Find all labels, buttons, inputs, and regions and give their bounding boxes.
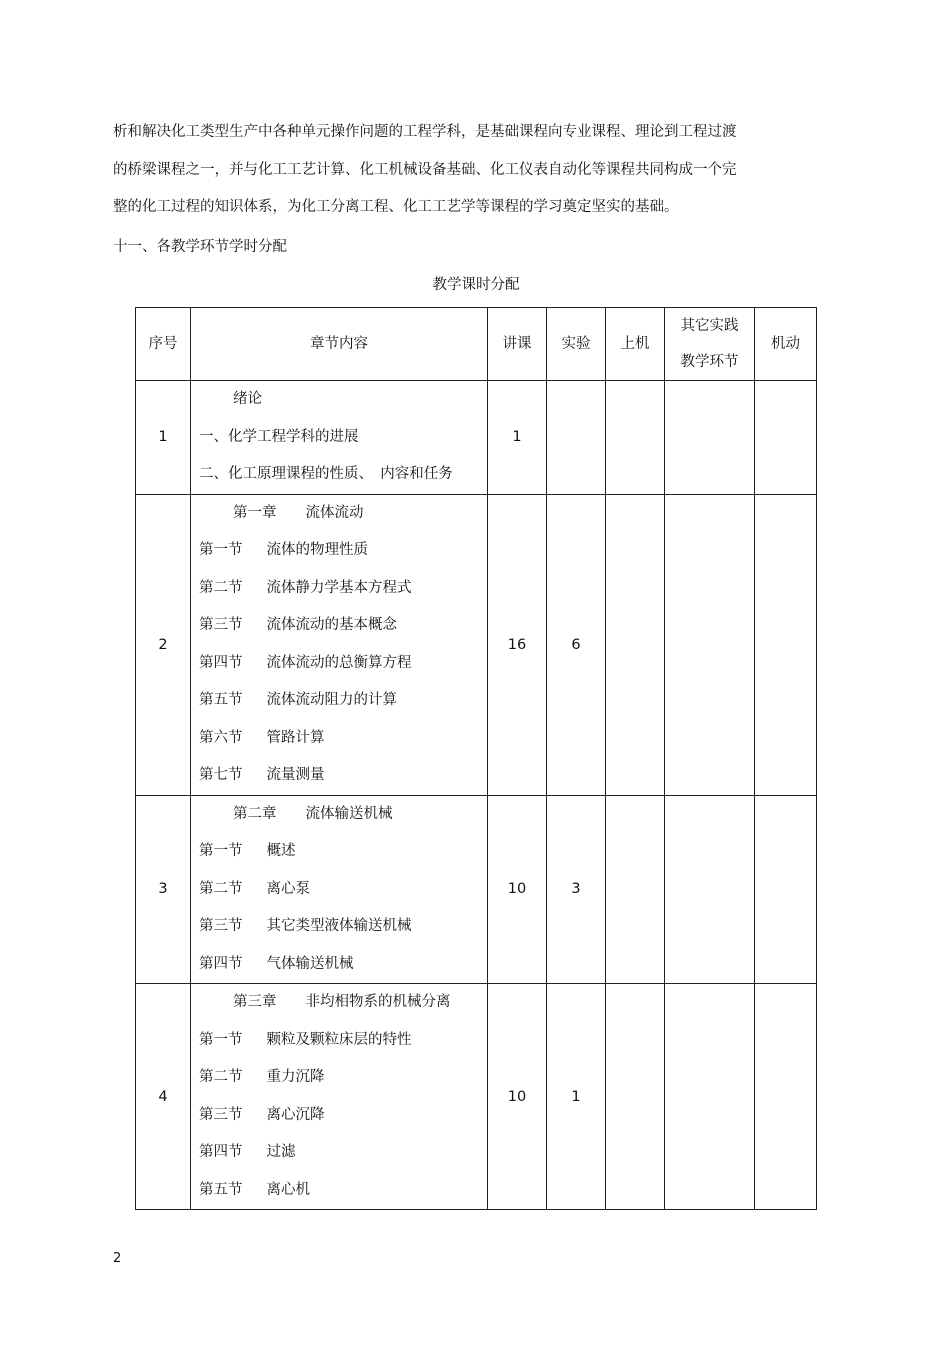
section-number: 第一节: [199, 843, 243, 859]
section-line: [191, 1022, 487, 1060]
chapter-title: 第三章 非均相物系的机械分离: [233, 994, 451, 1010]
cell-content: [191, 381, 488, 495]
cell-content: [191, 984, 488, 1210]
header-flexible: 机动: [755, 308, 817, 381]
cell-experiment: [547, 381, 606, 495]
section-number: 第一节: [199, 1031, 243, 1048]
section-number: 第二节: [199, 1069, 243, 1085]
cell-computer: [606, 494, 665, 795]
section-line: [191, 570, 487, 608]
header-content: 章节内容: [191, 308, 488, 381]
header-experiment: 实验: [547, 308, 606, 381]
section-number: 第三节: [199, 617, 243, 633]
cell-flexible: [755, 494, 817, 795]
cell-computer: [606, 984, 665, 1210]
section-number: 第四节: [199, 1144, 243, 1160]
section-name: 流体静力学基本方程式: [266, 579, 412, 596]
hours-table: [135, 307, 817, 1210]
cell-experiment: 3: [547, 795, 606, 984]
table-row: [136, 795, 817, 984]
section-number: 第五节: [199, 1181, 243, 1198]
section-name: 其它类型液体输送机械: [266, 918, 412, 934]
section-number: 第五节: [199, 692, 243, 708]
section-line: [191, 532, 487, 570]
section-number: 二、: [199, 466, 228, 482]
cell-lecture: 10: [488, 795, 547, 984]
page-number: 2: [113, 1251, 122, 1266]
header-computer: 上机: [606, 308, 665, 381]
cell-content: [191, 795, 488, 984]
section-name: 化学工程学科的进展: [228, 428, 359, 445]
section-line: [191, 946, 487, 984]
cell-lecture: 1: [488, 381, 547, 495]
intro-line: 的桥梁课程之一，并与化工工艺计算、化工机械设备基础、化工仪表自动化等课程共同构成一个完: [113, 161, 737, 178]
cell-seq: 2: [136, 494, 191, 795]
section-line: [191, 645, 487, 683]
header-other-line2: 教学环节: [680, 354, 739, 370]
cell-lecture: 10: [488, 984, 547, 1210]
cell-experiment: 6: [547, 494, 606, 795]
section-name: 离心沉降: [266, 1106, 325, 1123]
section-name: 离心机: [266, 1181, 310, 1198]
section-number: 第七节: [199, 767, 243, 783]
section-line: [191, 607, 487, 645]
section-number: 第一节: [199, 542, 243, 558]
cell-other-practice: [665, 795, 755, 984]
section-name: 管路计算: [266, 729, 325, 746]
section-name: 流体流动的基本概念: [266, 617, 397, 633]
cell-other-practice: [665, 381, 755, 495]
section-number: 第六节: [199, 729, 243, 746]
section-heading: 十一、各教学环节学时分配: [113, 239, 287, 255]
section-line: [191, 908, 487, 946]
cell-computer: [606, 795, 665, 984]
section-line: [191, 871, 487, 909]
cell-seq: 3: [136, 795, 191, 984]
section-number: 第三节: [199, 1106, 243, 1123]
section-name: 流量测量: [266, 767, 325, 783]
chapter-title: 绪论: [233, 391, 262, 407]
chapter-title: 第一章 流体流动: [233, 504, 364, 521]
section-line: [191, 1134, 487, 1172]
table-row: [136, 381, 817, 495]
cell-flexible: [755, 984, 817, 1210]
header-lecture: 讲课: [488, 308, 547, 381]
section-name: 流体流动阻力的计算: [266, 692, 397, 708]
section-number: 第二节: [199, 579, 243, 596]
section-number: 一、: [199, 428, 228, 445]
section-number: 第二节: [199, 880, 243, 897]
section-name: 流体的物理性质: [266, 542, 368, 558]
section-name: 过滤: [266, 1144, 296, 1160]
table-header-row: [136, 308, 817, 381]
section-name: 化工原理课程的性质、 内容和任务: [228, 466, 453, 482]
cell-flexible: [755, 381, 817, 495]
intro-line: 析和解决化工类型生产中各种单元操作问题的工程学科，是基础课程向专业课程、理论到工程过渡: [113, 124, 737, 140]
cell-experiment: 1: [547, 984, 606, 1210]
table-row: [136, 984, 817, 1210]
section-line: [191, 757, 487, 795]
section-line: [191, 1097, 487, 1135]
header-seq: 序号: [136, 308, 191, 381]
section-number: 第四节: [199, 955, 243, 972]
cell-content: [191, 494, 488, 795]
header-other-practice: [665, 308, 755, 381]
cell-other-practice: [665, 494, 755, 795]
intro-line: 整的化工过程的知识体系，为化工分离工程、化工工艺学等课程的学习奠定坚实的基础。: [113, 199, 679, 215]
cell-flexible: [755, 795, 817, 984]
section-name: 颗粒及颗粒床层的特性: [266, 1031, 412, 1048]
cell-lecture: 16: [488, 494, 547, 795]
section-line: [191, 833, 487, 871]
section-name: 离心泵: [266, 880, 310, 897]
section-name: 气体输送机械: [266, 955, 354, 972]
cell-computer: [606, 381, 665, 495]
section-name: 重力沉降: [266, 1069, 325, 1085]
section-number: 第四节: [199, 654, 243, 671]
section-line: [191, 456, 487, 494]
section-number: 第三节: [199, 918, 243, 934]
section-line: [191, 1172, 487, 1210]
section-line: [191, 682, 487, 720]
table-caption: 教学课时分配: [432, 277, 520, 293]
chapter-title: 第二章 流体输送机械: [233, 805, 393, 822]
section-line: [191, 1059, 487, 1097]
cell-other-practice: [665, 984, 755, 1210]
table-row: [136, 494, 817, 795]
section-line: [191, 720, 487, 758]
section-name: 流体流动的总衡算方程: [266, 654, 412, 671]
cell-seq: 4: [136, 984, 191, 1210]
section-name: 概述: [266, 843, 296, 859]
header-other-line1: 其它实践: [680, 318, 739, 334]
cell-seq: 1: [136, 381, 191, 495]
section-line: [191, 419, 487, 457]
intro-paragraph: [113, 114, 813, 227]
